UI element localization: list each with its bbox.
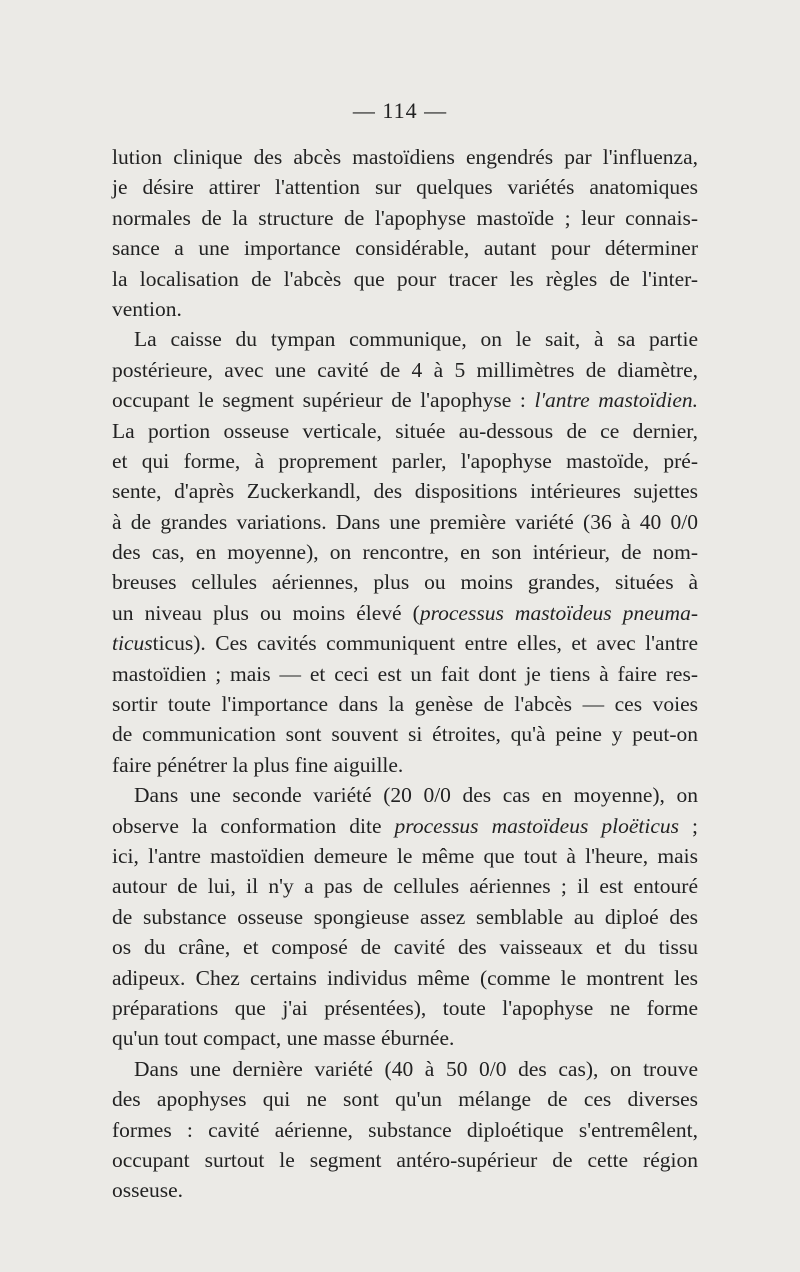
- text-line: breuses cellules aériennes, plus ou moins grandes, situées à: [112, 570, 698, 595]
- text-line: occupant surtout le segment antéro-supérieur de cette région: [112, 1147, 698, 1172]
- text-line: sance a une importance considérable, autant pour déterminer: [112, 236, 698, 261]
- body-text: [112, 142, 698, 1206]
- text-line: et qui forme, à proprement parler, l'apophyse mastoïde, pré-: [112, 448, 698, 473]
- text-line: lution clinique des abcès mastoïdiens engendrés par l'influenza,: [112, 145, 698, 169]
- paragraph-4: [112, 1054, 698, 1206]
- text-line: préparations que j'ai présentées), toute l'apophyse ne forme: [112, 995, 698, 1020]
- text-line: je désire attirer l'attention sur quelques variétés anatomiques: [112, 175, 698, 200]
- text-run: un niveau plus ou moins élevé (: [112, 600, 420, 625]
- italic-term: processus mastoïdeus pneuma-: [419, 600, 698, 625]
- text-line: La portion osseuse verticale, située au-dessous de ce dernier,: [112, 418, 698, 443]
- text-line-mixed: observe la conformation dite processus mastoïdeus ploëticus ;: [112, 813, 698, 838]
- text-line: des cas, en moyenne), on rencontre, en son intérieur, de nom-: [112, 540, 698, 565]
- italic-term: l'antre mastoïdien.: [534, 388, 699, 413]
- text-line: autour de lui, il n'y a pas de cellules aériennes ; il est entouré: [112, 874, 698, 899]
- italic-term: processus mastoïdeus ploëticus: [394, 813, 679, 838]
- text-line: qu'un tout compact, une masse éburnée.: [112, 1026, 455, 1051]
- text-line: osseuse.: [112, 1178, 184, 1203]
- text-line: de communication sont souvent si étroites, qu'à peine y peut-on: [112, 722, 698, 747]
- text-line: à de grandes variations. Dans une première variété (36 à 40 0/0: [112, 509, 698, 534]
- text-line-mixed: [112, 598, 698, 628]
- text-line: des apophyses qui ne sont qu'un mélange de ces diverses: [112, 1087, 698, 1112]
- text-line: vention.: [112, 296, 182, 321]
- text-line: sortir toute l'importance dans la genèse de l'abcès — ces voies: [112, 692, 698, 717]
- text-run: occupant le segment supérieur de l'apophyse :: [112, 388, 535, 413]
- paragraph-1: [112, 142, 698, 324]
- text-line: La caisse du tympan communique, on le sait, à sa partie: [134, 327, 698, 352]
- text-line: Dans une dernière variété (40 à 50 0/0 des cas), on trouve: [134, 1056, 698, 1081]
- text-line: la localisation de l'abcès que pour tracer les règles de l'inter-: [112, 266, 698, 291]
- text-run: observe la conformation dite: [112, 813, 395, 838]
- paragraph-3: [112, 780, 698, 1054]
- text-line: sente, d'après Zuckerkandl, des dispositions intérieures sujettes: [112, 479, 698, 504]
- text-line: faire pénétrer la plus fine aiguille.: [112, 752, 404, 777]
- text-run: ticus). Ces cavités communiquent entre elles, et avec l'antre: [152, 631, 698, 656]
- text-line: Dans une seconde variété (20 0/0 des cas en moyenne), on: [134, 783, 698, 808]
- text-line: os du crâne, et composé de cavité des vaisseaux et du tissu: [112, 935, 698, 960]
- text-line-mixed: [112, 628, 698, 658]
- paragraph-2: [112, 324, 698, 780]
- text-line: normales de la structure de l'apophyse mastoïde ; leur connais-: [112, 205, 698, 230]
- text-line: mastoïdien ; mais — et ceci est un fait dont je tiens à faire res-: [112, 661, 698, 686]
- text-line: adipeux. Chez certains individus même (comme le montrent les: [112, 965, 698, 990]
- italic-term: ticus: [112, 631, 153, 656]
- text-line: de substance osseuse spongieuse assez semblable au diploé des: [112, 904, 698, 929]
- page-number: — 114 —: [352, 98, 448, 123]
- text-line: postérieure, avec une cavité de 4 à 5 millimètres de diamètre,: [112, 357, 698, 382]
- text-line: formes : cavité aérienne, substance diploétique s'entremêlent,: [112, 1117, 698, 1142]
- text-line-mixed: [112, 385, 698, 415]
- text-line: ici, l'antre mastoïdien demeure le même que tout à l'heure, mais: [112, 843, 698, 868]
